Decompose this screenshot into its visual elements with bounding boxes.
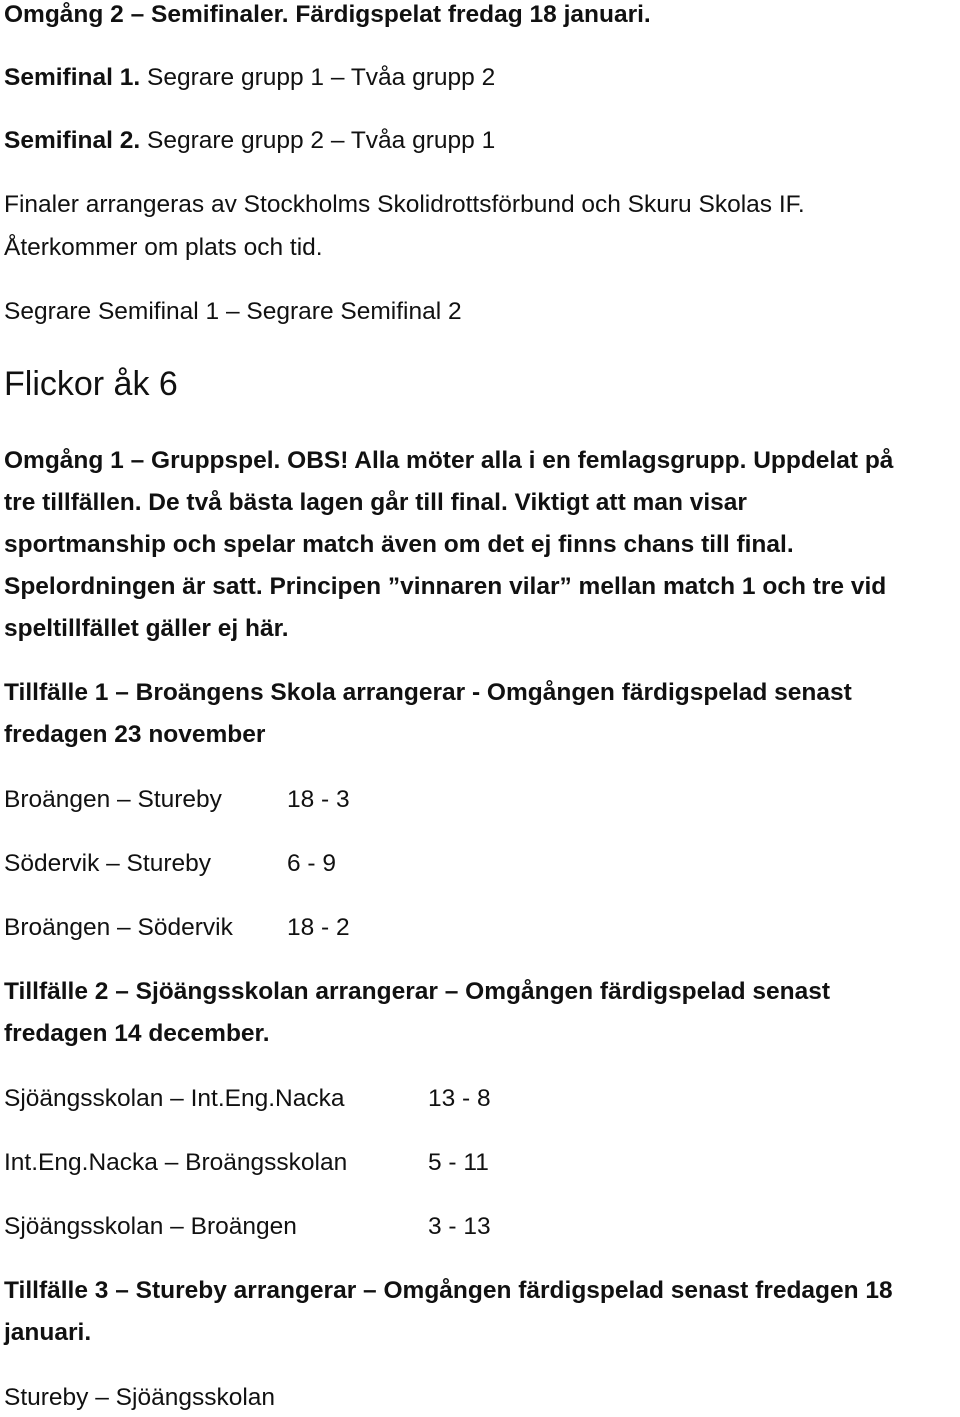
match-teams: Broängen – Södervik (4, 914, 233, 941)
match-teams: Södervik – Stureby (4, 850, 211, 877)
match-row (4, 1148, 489, 1178)
group-play-intro-line-2: tre tillfällen. De två bästa lagen går till final. Viktigt att man visar (4, 489, 747, 516)
occasion-2-heading-line-2: fredagen 14 december. (4, 1020, 270, 1047)
semifinal-1-label: Semifinal 1. (4, 64, 141, 91)
semifinal-2-label: Semifinal 2. (4, 127, 141, 154)
finals-info-line-2: Återkommer om plats och tid. (4, 234, 323, 261)
match-score: 18 - 2 (287, 914, 350, 941)
match-score: 5 - 11 (428, 1149, 489, 1176)
occasion-1-heading-line-2: fredagen 23 november (4, 721, 266, 748)
group-play-intro-line-4: Spelordningen är satt. Principen ”vinnaren vilar” mellan match 1 och tre vid (4, 573, 887, 600)
group-play-intro-line-3: sportmanship och spelar match även om det ej finns chans till final. (4, 531, 794, 558)
section-title: Flickor åk 6 (4, 365, 178, 403)
group-play-intro-line-5: speltillfället gäller ej här. (4, 615, 289, 642)
match-row (4, 1084, 491, 1114)
semifinal-2-line (4, 126, 495, 156)
match-teams: Sjöängsskolan – Broängen (4, 1213, 297, 1240)
match-row (4, 785, 350, 815)
semifinal-1-text: Segrare grupp 1 – Tvåa grupp 2 (140, 64, 496, 91)
semifinal-round-heading: Omgång 2 – Semifinaler. Färdigspelat fredag 18 januari. (4, 1, 651, 28)
match-score: 18 - 3 (287, 786, 350, 813)
match-teams: Sjöängsskolan – Int.Eng.Nacka (4, 1085, 345, 1112)
match-score: 6 - 9 (287, 850, 337, 877)
match-row (4, 1212, 491, 1242)
match-row (4, 849, 337, 879)
semifinal-1-line (4, 63, 495, 93)
occasion-2-heading-line-1: Tillfälle 2 – Sjöängsskolan arrangerar – Omgången färdigspelad senast (4, 978, 831, 1005)
group-play-intro-line-1: Omgång 1 – Gruppspel. OBS! Alla möter alla i en femlagsgrupp. Uppdelat på (4, 447, 894, 474)
match-teams: Broängen – Stureby (4, 786, 222, 813)
occasion-3-heading-line-1: Tillfälle 3 – Stureby arrangerar – Omgången färdigspelad senast fredagen 18 (4, 1277, 893, 1304)
final-match-line: Segrare Semifinal 1 – Segrare Semifinal 2 (4, 298, 462, 325)
match-teams: Stureby – Sjöängsskolan (4, 1384, 276, 1411)
match-teams: Int.Eng.Nacka – Broängsskolan (4, 1149, 348, 1176)
semifinal-2-text: Segrare grupp 2 – Tvåa grupp 1 (140, 127, 496, 154)
match-score: 13 - 8 (428, 1085, 491, 1112)
match-row (4, 1383, 275, 1413)
occasion-3-heading-line-2: januari. (4, 1319, 92, 1346)
occasion-1-heading-line-1: Tillfälle 1 – Broängens Skola arrangerar - Omgången färdigspelad senast (4, 679, 852, 706)
finals-info-line-1: Finaler arrangeras av Stockholms Skolidrottsförbund och Skuru Skolas IF. (4, 191, 805, 218)
match-row (4, 913, 350, 943)
match-score: 3 - 13 (428, 1213, 491, 1240)
